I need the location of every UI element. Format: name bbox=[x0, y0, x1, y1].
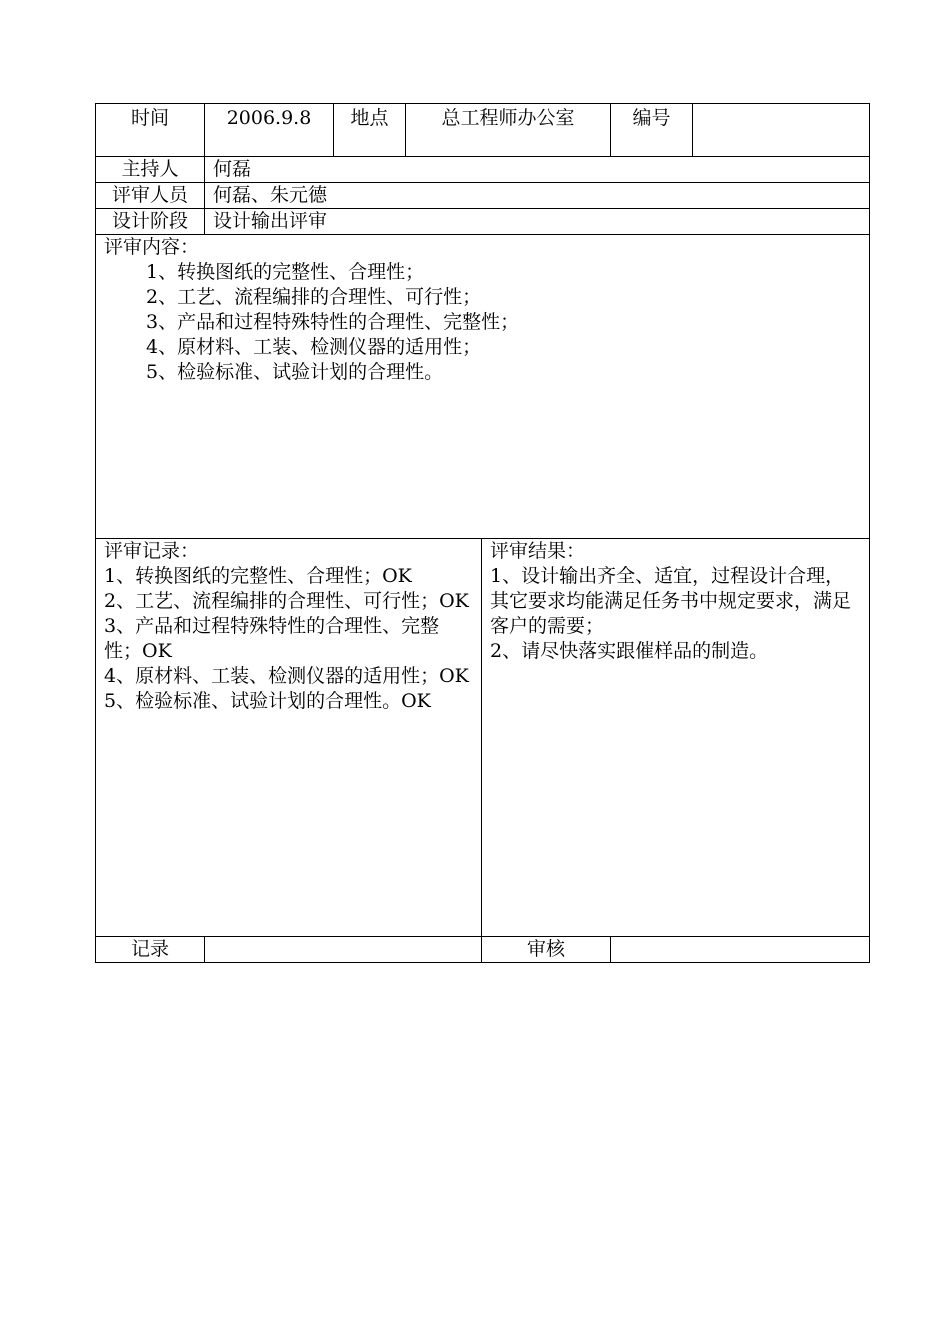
review-record-title: 评审记录： bbox=[104, 540, 200, 562]
place-label: 地点 bbox=[334, 104, 406, 157]
review-content-item: 4、原材料、工装、检测仪器的适用性； bbox=[146, 336, 482, 358]
reviewers-row bbox=[96, 183, 870, 209]
header-row bbox=[96, 104, 870, 157]
review-record-cell bbox=[96, 539, 482, 937]
host-row bbox=[96, 157, 870, 183]
review-result-title: 评审结果： bbox=[490, 540, 586, 562]
review-form bbox=[95, 103, 869, 963]
review-record-item: 4、原材料、工装、检测仪器的适用性；OK bbox=[104, 665, 469, 687]
approver-value bbox=[611, 937, 870, 963]
number-value bbox=[693, 104, 870, 157]
review-table bbox=[95, 103, 870, 963]
time-label: 时间 bbox=[96, 104, 205, 157]
review-content-item: 1、转换图纸的完整性、合理性； bbox=[146, 261, 425, 283]
review-content-item: 2、工艺、流程编排的合理性、可行性； bbox=[146, 286, 482, 308]
review-record-item: 2、工艺、流程编排的合理性、可行性；OK bbox=[104, 590, 469, 612]
approver-label: 审核 bbox=[482, 937, 611, 963]
reviewers-label: 评审人员 bbox=[96, 183, 205, 209]
reviewers-value: 何磊、朱元德 bbox=[205, 183, 870, 209]
number-label: 编号 bbox=[611, 104, 693, 157]
review-result-item: 1、设计输出齐全、适宜，过程设计合理，其它要求均能满足任务书中规定要求，满足客户的需要； bbox=[490, 565, 852, 637]
review-content-item: 5、检验标准、试验计划的合理性。 bbox=[146, 361, 444, 383]
review-content-title: 评审内容： bbox=[104, 236, 200, 258]
host-label: 主持人 bbox=[96, 157, 205, 183]
recorder-value bbox=[205, 937, 482, 963]
stage-row bbox=[96, 209, 870, 235]
stage-value: 设计输出评审 bbox=[205, 209, 870, 235]
footer-row bbox=[96, 937, 870, 963]
stage-label: 设计阶段 bbox=[96, 209, 205, 235]
review-result-cell bbox=[482, 539, 870, 937]
review-record-item: 5、检验标准、试验计划的合理性。OK bbox=[104, 690, 431, 712]
review-content-item: 3、产品和过程特殊特性的合理性、完整性； bbox=[146, 311, 520, 333]
content-row bbox=[96, 235, 870, 539]
place-value: 总工程师办公室 bbox=[406, 104, 611, 157]
review-result-item: 2、请尽快落实跟催样品的制造。 bbox=[490, 640, 769, 662]
review-record-item: 3、产品和过程特殊特性的合理性、完整性；OK bbox=[104, 615, 440, 662]
recorder-label: 记录 bbox=[96, 937, 205, 963]
review-content-cell bbox=[96, 235, 870, 539]
host-value: 何磊 bbox=[205, 157, 870, 183]
review-record-item: 1、转换图纸的完整性、合理性；OK bbox=[104, 565, 412, 587]
time-value: 2006.9.8 bbox=[205, 104, 334, 157]
record-result-row bbox=[96, 539, 870, 937]
